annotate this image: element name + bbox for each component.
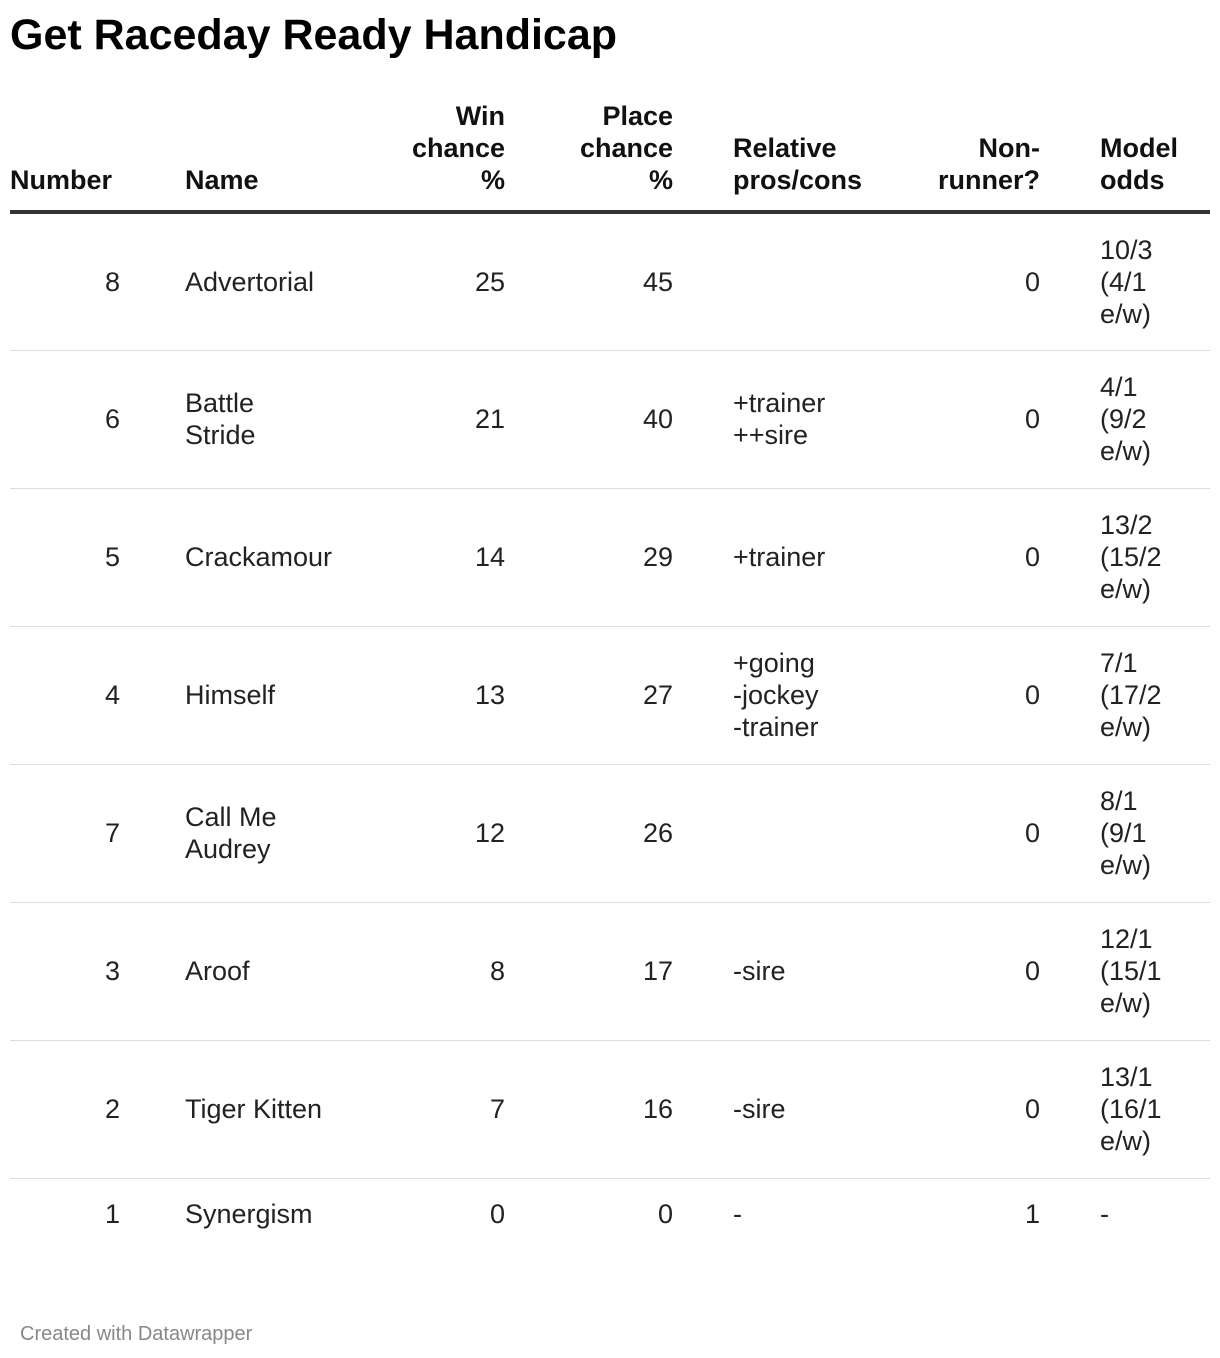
cell-model-odds <box>1100 350 1210 488</box>
header-non-runner[interactable] <box>923 100 1040 212</box>
cell-win-chance-text: 14 <box>474 542 505 572</box>
header-win-chance-label: Win chance % <box>411 101 505 195</box>
header-name[interactable] <box>185 100 360 212</box>
header-win-chance[interactable] <box>360 100 505 212</box>
cell-non-runner-text: 0 <box>1024 1094 1040 1124</box>
cell-pros-cons <box>733 902 923 1040</box>
cell-spacer <box>120 902 185 1040</box>
cell-number-text: 3 <box>104 956 120 986</box>
cell-non-runner-text: 0 <box>1024 542 1040 572</box>
table-header <box>10 100 1210 212</box>
cell-name <box>185 764 360 902</box>
cell-win-chance-text: 12 <box>474 818 505 848</box>
cell-number <box>10 488 120 626</box>
cell-spacer <box>120 1040 185 1178</box>
cell-model-odds-text: - <box>1100 1198 1109 1229</box>
cell-name-text: Call Me Audrey <box>185 802 277 864</box>
cell-name <box>185 488 360 626</box>
cell-place-chance-text: 17 <box>642 956 673 986</box>
cell-spacer <box>673 212 733 350</box>
header-spacer <box>120 100 185 212</box>
cell-number <box>10 350 120 488</box>
cell-model-odds <box>1100 1040 1210 1178</box>
header-non-runner-label: Non- runner? <box>937 133 1040 195</box>
cell-place-chance <box>505 1178 673 1254</box>
cell-name <box>185 1178 360 1254</box>
cell-spacer <box>1040 1040 1100 1178</box>
header-pros-cons[interactable] <box>733 100 923 212</box>
table-row <box>10 488 1210 626</box>
cell-place-chance <box>505 764 673 902</box>
cell-model-odds <box>1100 764 1210 902</box>
cell-model-odds-text: 4/1 (9/2 e/w) <box>1100 372 1152 466</box>
cell-non-runner <box>923 764 1040 902</box>
cell-model-odds <box>1100 626 1210 764</box>
cell-pros-cons-text: -sire <box>733 1094 786 1124</box>
cell-spacer <box>1040 626 1100 764</box>
cell-name-text: Himself <box>185 680 276 710</box>
cell-win-chance <box>360 488 505 626</box>
cell-model-odds-text: 13/2 (15/2 e/w) <box>1100 510 1162 604</box>
cell-model-odds-text: 8/1 (9/1 e/w) <box>1100 786 1152 880</box>
table-row <box>10 902 1210 1040</box>
cell-non-runner-text: 1 <box>1024 1198 1040 1229</box>
cell-spacer <box>673 1178 733 1254</box>
cell-spacer <box>1040 1178 1100 1254</box>
cell-pros-cons-text: -sire <box>733 956 786 986</box>
cell-win-chance <box>360 626 505 764</box>
header-model-odds[interactable] <box>1100 100 1210 212</box>
cell-pros-cons-text: +going -jockey -trainer <box>733 648 819 742</box>
cell-number <box>10 212 120 350</box>
cell-name-text: Tiger Kitten <box>185 1094 323 1124</box>
cell-number <box>10 764 120 902</box>
cell-name <box>185 1040 360 1178</box>
cell-win-chance-text: 0 <box>489 1198 505 1229</box>
cell-win-chance <box>360 350 505 488</box>
header-spacer <box>673 100 733 212</box>
table-row <box>10 1040 1210 1178</box>
cell-spacer <box>120 488 185 626</box>
cell-place-chance <box>505 902 673 1040</box>
cell-name <box>185 212 360 350</box>
cell-spacer <box>673 764 733 902</box>
cell-name-text: Advertorial <box>185 266 315 297</box>
cell-win-chance <box>360 764 505 902</box>
cell-number-text: 7 <box>104 818 120 848</box>
header-place-chance[interactable] <box>505 100 673 212</box>
cell-name-text: Synergism <box>185 1198 313 1229</box>
cell-non-runner <box>923 626 1040 764</box>
cell-name <box>185 902 360 1040</box>
cell-pros-cons <box>733 626 923 764</box>
table-row <box>10 764 1210 902</box>
header-row <box>10 100 1210 212</box>
cell-place-chance-text: 29 <box>642 542 673 572</box>
cell-place-chance-text: 40 <box>642 404 673 434</box>
cell-place-chance <box>505 1040 673 1178</box>
table-row <box>10 212 1210 350</box>
cell-spacer <box>673 902 733 1040</box>
cell-win-chance <box>360 902 505 1040</box>
table-row <box>10 350 1210 488</box>
cell-non-runner-text: 0 <box>1024 266 1040 297</box>
header-model-odds-label: Model odds <box>1100 133 1178 195</box>
cell-number-text: 4 <box>104 680 120 710</box>
chart-title: Get Raceday Ready Handicap <box>10 11 618 59</box>
table-row <box>10 1178 1210 1254</box>
cell-spacer <box>120 626 185 764</box>
cell-win-chance-text: 8 <box>489 956 505 986</box>
cell-spacer <box>1040 350 1100 488</box>
cell-place-chance <box>505 488 673 626</box>
cell-name-text: Battle Stride <box>185 388 256 450</box>
cell-pros-cons <box>733 350 923 488</box>
cell-number-text: 2 <box>104 1094 120 1124</box>
cell-number <box>10 626 120 764</box>
cell-pros-cons <box>733 212 923 350</box>
data-table <box>10 100 1210 1254</box>
cell-spacer <box>1040 764 1100 902</box>
cell-model-odds-text: 13/1 (16/1 e/w) <box>1100 1062 1162 1156</box>
cell-win-chance-text: 13 <box>474 680 505 710</box>
cell-pros-cons-text: +trainer ++sire <box>733 388 826 450</box>
cell-spacer <box>673 350 733 488</box>
cell-non-runner <box>923 350 1040 488</box>
header-number-label: Number <box>10 165 113 195</box>
cell-model-odds <box>1100 212 1210 350</box>
header-name-label: Name <box>185 165 259 195</box>
cell-place-chance <box>505 626 673 764</box>
cell-place-chance <box>505 350 673 488</box>
cell-non-runner <box>923 1178 1040 1254</box>
cell-spacer <box>1040 212 1100 350</box>
cell-model-odds-text: 10/3 (4/1 e/w) <box>1100 234 1153 329</box>
cell-name <box>185 350 360 488</box>
footer-credit[interactable]: Created with Datawrapper <box>20 1323 253 1345</box>
cell-pros-cons <box>733 764 923 902</box>
cell-number <box>10 902 120 1040</box>
cell-spacer <box>673 1040 733 1178</box>
cell-number-text: 6 <box>104 404 120 434</box>
cell-place-chance-text: 16 <box>642 1094 673 1124</box>
cell-name <box>185 626 360 764</box>
cell-model-odds-text: 12/1 (15/1 e/w) <box>1100 924 1162 1018</box>
cell-non-runner-text: 0 <box>1024 956 1040 986</box>
cell-number <box>10 1040 120 1178</box>
cell-place-chance <box>505 212 673 350</box>
cell-non-runner <box>923 488 1040 626</box>
cell-pros-cons <box>733 488 923 626</box>
cell-win-chance <box>360 212 505 350</box>
header-number[interactable] <box>10 100 120 212</box>
cell-pros-cons <box>733 1040 923 1178</box>
cell-number-text: 5 <box>104 542 120 572</box>
cell-spacer <box>120 350 185 488</box>
cell-non-runner <box>923 902 1040 1040</box>
table-body <box>10 212 1210 1254</box>
cell-non-runner <box>923 1040 1040 1178</box>
cell-number-text: 8 <box>104 266 120 297</box>
cell-model-odds <box>1100 902 1210 1040</box>
cell-non-runner <box>923 212 1040 350</box>
header-pros-cons-label: Relative pros/cons <box>733 133 863 195</box>
cell-non-runner-text: 0 <box>1024 680 1040 710</box>
cell-spacer <box>1040 902 1100 1040</box>
header-place-chance-label: Place chance % <box>579 101 673 195</box>
cell-model-odds <box>1100 488 1210 626</box>
cell-number-text: 1 <box>104 1198 120 1229</box>
cell-model-odds <box>1100 1178 1210 1254</box>
cell-place-chance-text: 27 <box>642 680 673 710</box>
cell-win-chance-text: 7 <box>489 1094 505 1124</box>
cell-pros-cons-text: - <box>733 1198 742 1229</box>
cell-spacer <box>120 212 185 350</box>
cell-pros-cons <box>733 1178 923 1254</box>
cell-place-chance-text: 0 <box>657 1198 673 1229</box>
cell-win-chance-text: 21 <box>474 404 505 434</box>
cell-pros-cons-text: +trainer <box>733 542 826 572</box>
cell-number <box>10 1178 120 1254</box>
cell-place-chance-text: 26 <box>642 818 673 848</box>
cell-win-chance <box>360 1178 505 1254</box>
cell-spacer <box>120 1178 185 1254</box>
cell-model-odds-text: 7/1 (17/2 e/w) <box>1100 648 1162 742</box>
cell-spacer <box>673 488 733 626</box>
cell-name-text: Aroof <box>185 956 250 986</box>
cell-place-chance-text: 45 <box>642 266 673 297</box>
cell-non-runner-text: 0 <box>1024 818 1040 848</box>
cell-spacer <box>673 626 733 764</box>
header-spacer <box>1040 100 1100 212</box>
cell-win-chance <box>360 1040 505 1178</box>
table-row <box>10 626 1210 764</box>
cell-spacer <box>120 764 185 902</box>
cell-name-text: Crackamour <box>185 542 333 572</box>
cell-win-chance-text: 25 <box>474 266 505 297</box>
cell-spacer <box>1040 488 1100 626</box>
cell-non-runner-text: 0 <box>1024 404 1040 434</box>
